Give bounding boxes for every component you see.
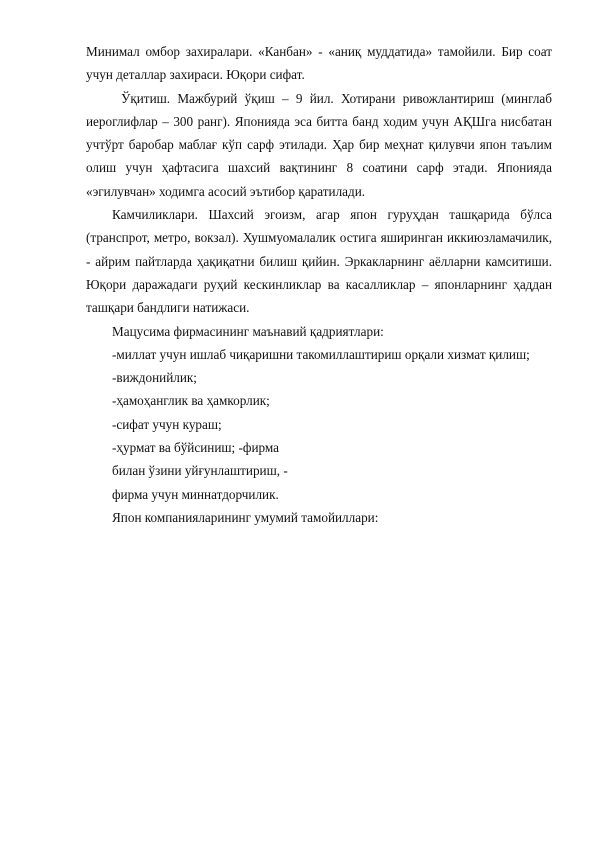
- paragraph-drawbacks: Камчиликлари. Шахсий эгоизм, агар япон гуруҳдан ташқарида бўлса (транспрот, метро, вокзал). Хушмуомалалик остига яширинган иккиюзламачилик, - айрим пайтларда ҳақиқатни билиш қийин. Эркакларнинг аёлларни камситиши. Юқори даражадаги руҳий кескинликлар ва касалликлар – японларнинг ҳаддан ташқари бандлиги натижаси.: [86, 207, 552, 316]
- paragraph-education: Ўқитиш. Мажбурий ўқиш – 9 йил. Хотирани ривожлантириш (минглаб иероглифлар – 300 ранг). Японияда эса битта банд ходим учун АҚШга нисбатан учтўрт баробар маблағ кўп сарф этилади. Ҳар бир меҳнат қилувчи япон таълим олиш учун ҳафтасига шахсий вақтининг 8 соатини сарф этади. Японияда «эгилувчан» ходимга асосий эътибор қаратилади.: [86, 90, 552, 199]
- list-item-value-harmony: -ҳамоҳанглик ва ҳамкорлик;: [112, 393, 270, 409]
- paragraph-principles-heading: Япон компанияларининг умумий тамойиллари:: [112, 509, 379, 525]
- list-item-value-conscientiousness: -виждонийлик;: [112, 370, 197, 386]
- list-item-value-gratitude: фирма учун миннатдорчилик.: [112, 486, 279, 502]
- list-item-value-adaptation: билан ўзини уйғунлаштириш, -: [112, 463, 288, 479]
- paragraph-matsushima-values-heading: Мацусима фирмасининг маънавий қадриятлари:: [112, 323, 384, 339]
- document-page: [86, 40, 552, 529]
- paragraph-kanban: Минимал омбор захиралари. «Канбан» - «аниқ муддатида» тамойили. Бир соат учун деталлар захираси. Юқори сифат.: [86, 44, 552, 83]
- list-item-value-quality: -сифат учун кураш;: [112, 416, 222, 432]
- list-item-value-respect: -ҳурмат ва бўйсиниш; -фирма: [112, 440, 279, 456]
- list-item-value-service: -миллат учун ишлаб чиқаришни такомиллаштириш орқали хизмат қилиш;: [112, 346, 530, 362]
